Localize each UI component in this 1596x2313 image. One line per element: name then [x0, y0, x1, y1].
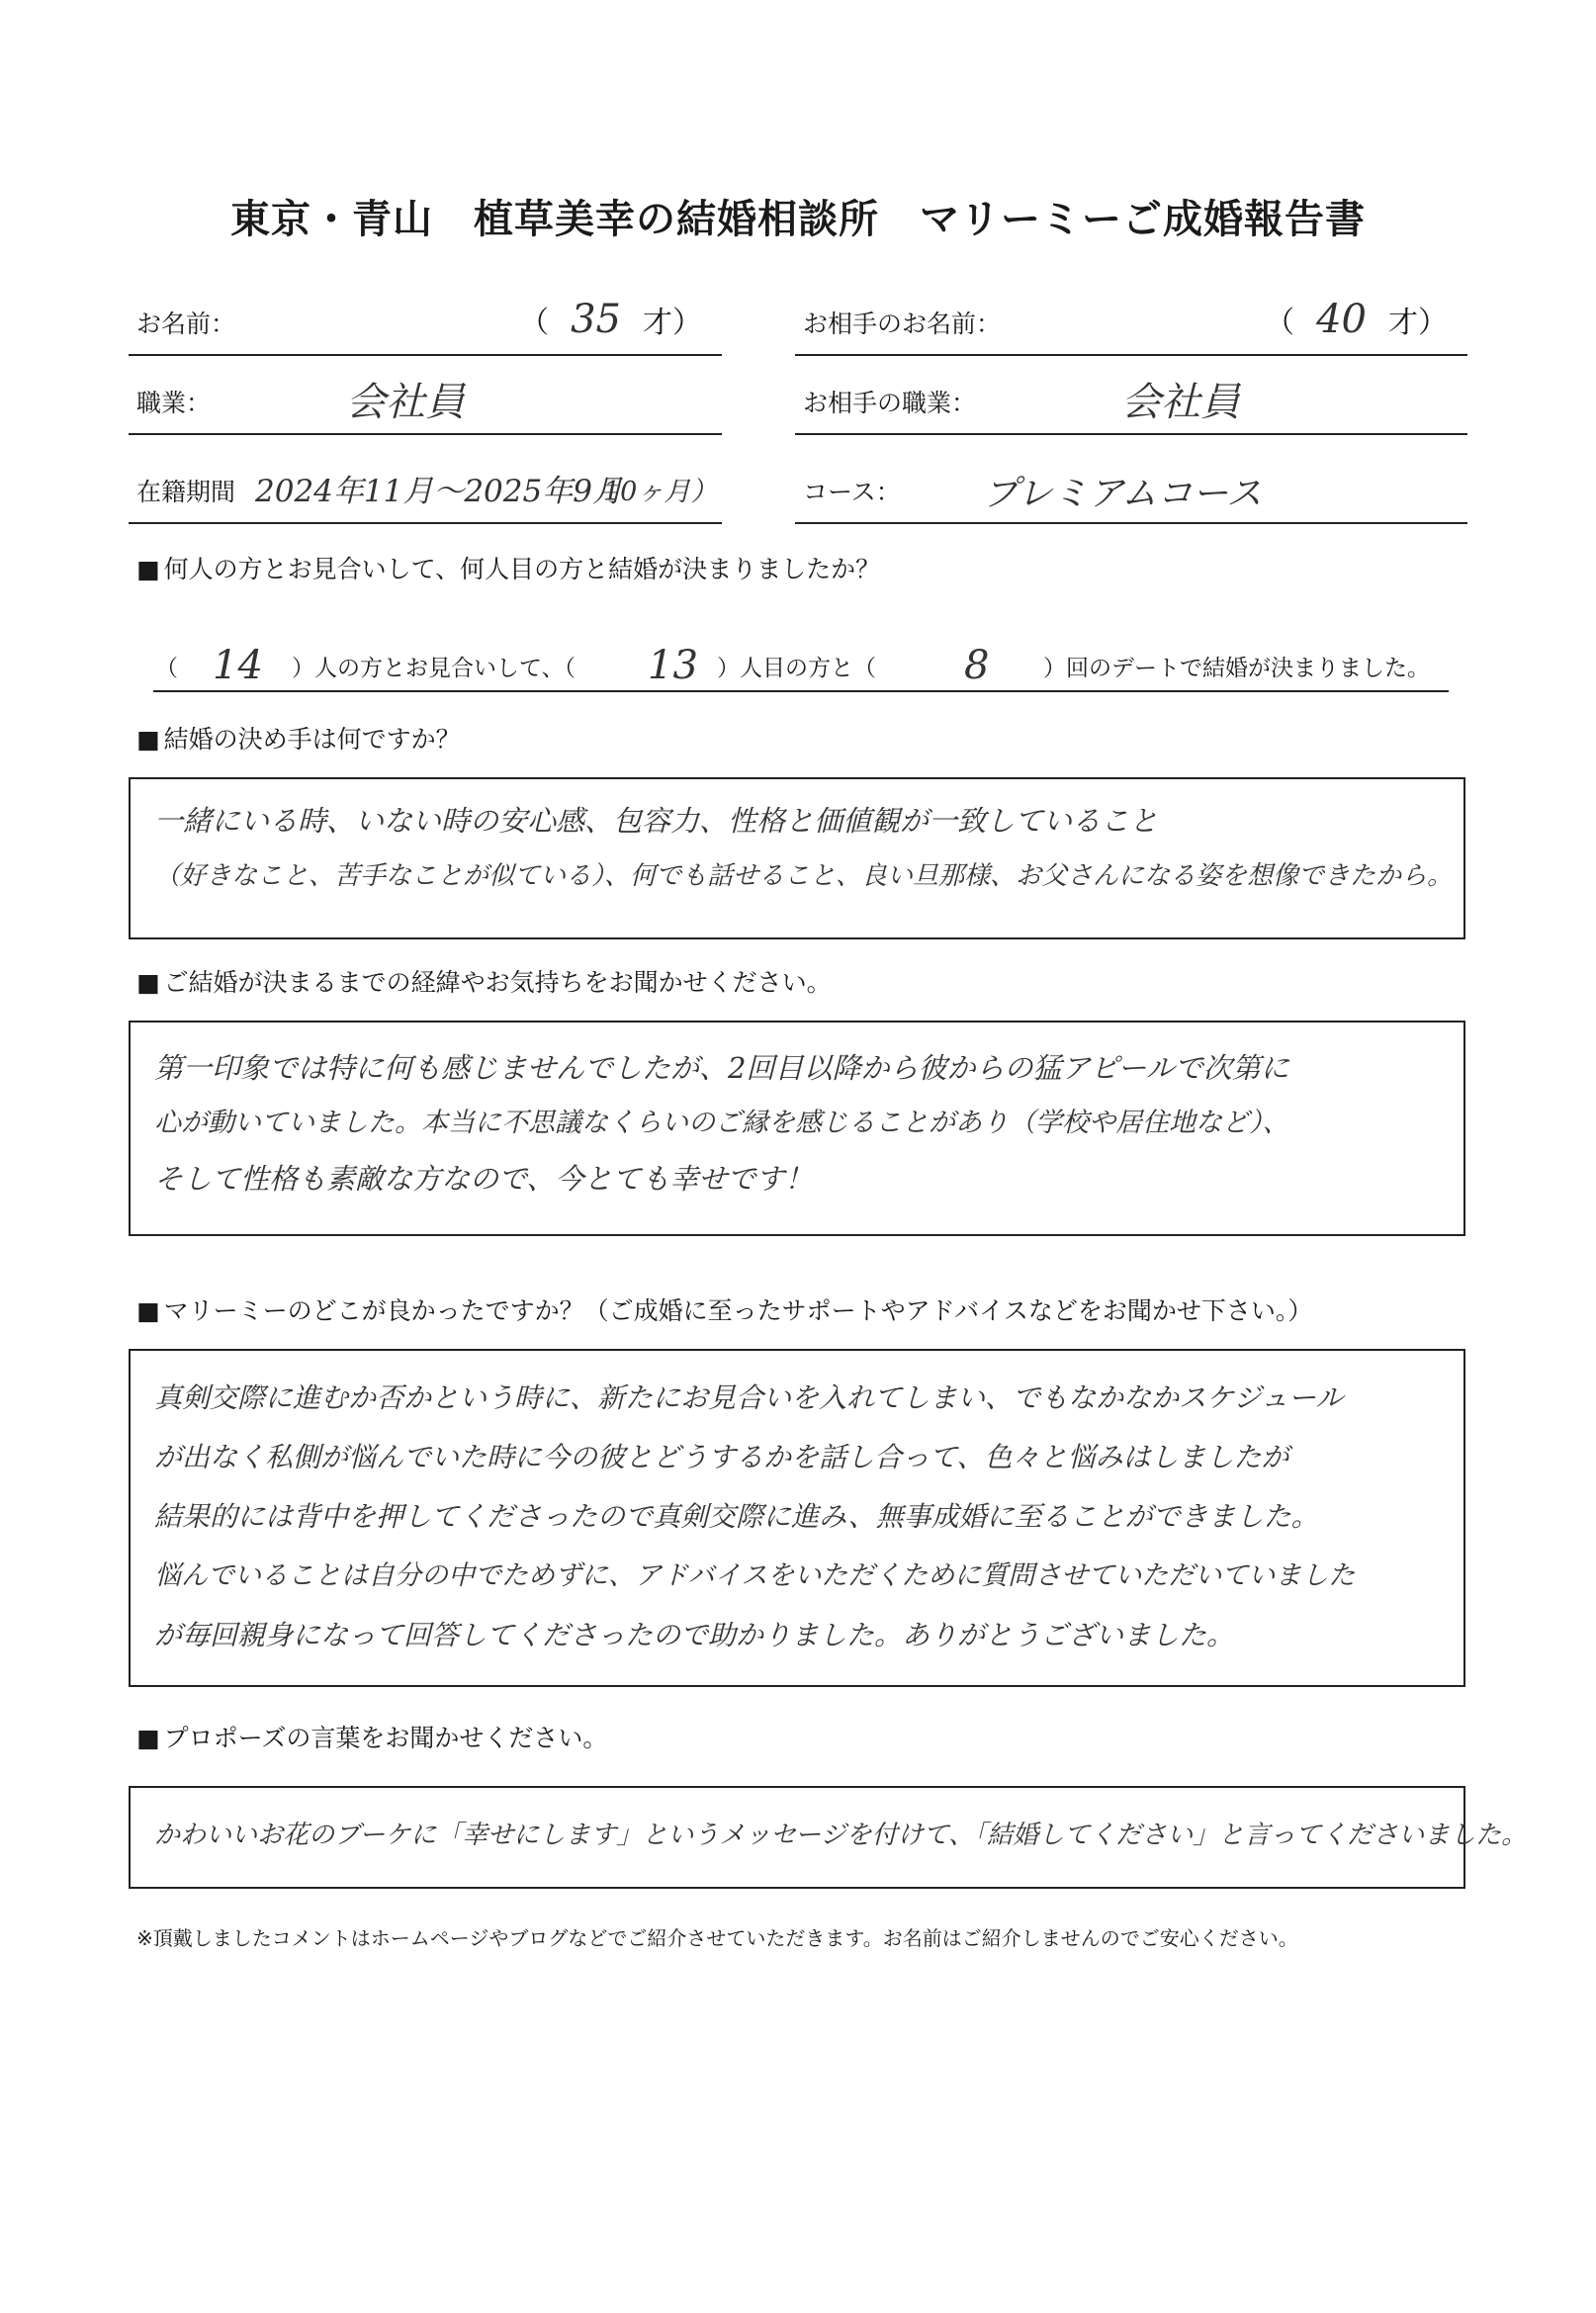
period-months: 10ヶ月）: [603, 477, 718, 507]
occupation-value: 会社員: [346, 380, 465, 425]
count-met-value: 14: [213, 643, 263, 688]
answer-box-2: [129, 777, 1465, 939]
partner-age-close: 才）: [1388, 306, 1448, 340]
bullet-square-icon: ■: [136, 725, 160, 754]
period-field: [129, 461, 722, 524]
bullet-square-icon: ■: [136, 1296, 160, 1325]
answer-3-line: そして性格も素敵な方なので、今とても幸せです！: [154, 1162, 814, 1196]
question-1: [136, 550, 880, 585]
count-which-value: 13: [648, 643, 698, 688]
name-label: お名前：: [136, 310, 236, 338]
answer-box-4: [129, 1349, 1465, 1687]
question-1-text: 何人の方とお見合いして、何人目の方と結婚が決まりましたか？: [163, 555, 881, 583]
course-label: コース：: [803, 478, 901, 506]
name-field: [129, 293, 722, 356]
footnote: ※頂戴しましたコメントはホームページやブログなどでご紹介させていただきます。お名前はご紹介しませんのでご安心ください。: [136, 1926, 1298, 1950]
period-value: 2024年11月～2025年9月: [255, 474, 623, 509]
partner-age-group: [1265, 297, 1448, 342]
question-3: [136, 963, 832, 999]
question-2: [136, 720, 461, 756]
age-close: 才）: [643, 306, 702, 340]
occupation-field: [129, 372, 722, 435]
partner-age-open-paren: （: [1265, 306, 1295, 340]
count-text-2: ）人目の方と（: [717, 656, 876, 681]
bullet-square-icon: ■: [136, 968, 160, 997]
form-title: 東京・青山 植草美幸の結婚相談所 マリーミーご成婚報告書: [230, 197, 1366, 242]
question-4-text: マリーミーのどこが良かったですか？（ご成婚に至ったサポートやアドバイスなどをお聞かせ下さい。）: [163, 1296, 1313, 1325]
answer-2-line: （好きなこと、苦手なことが似ている）、何でも話せること、良い旦那様、お父さんになる姿を想像できたから。: [154, 861, 1454, 891]
answer-4-line: が出なく私側が悩んでいた時に今の彼とどうするかを話し合って、色々と悩みはしましたが: [154, 1441, 1289, 1473]
answer-5-line: かわいいお花のブーケに「幸せにします」というメッセージを付けて、「結婚してください」と言ってくださいました。: [154, 1821, 1528, 1850]
question-2-text: 結婚の決め手は何ですか？: [163, 725, 461, 754]
question-5-text: プロポーズの言葉をお聞かせください。: [163, 1724, 608, 1752]
count-open-paren: （: [155, 656, 178, 681]
answer-box-5: [129, 1786, 1528, 1889]
answer-4-line: 真剣交際に進むか否かという時に、新たにお見合いを入れてしまい、でもなかなかスケジュール: [154, 1381, 1344, 1414]
course-field: [795, 461, 1467, 524]
answer-box-3: [129, 1021, 1465, 1236]
partner-name-label: お相手のお名前：: [803, 310, 1002, 338]
question-4: [136, 1291, 1312, 1327]
count-dates-value: 8: [964, 643, 990, 688]
course-value: プレミアムコース: [983, 474, 1263, 514]
age-group: [519, 297, 702, 342]
bullet-square-icon: ■: [136, 1724, 160, 1752]
partner-age-value: 40: [1316, 297, 1367, 342]
count-text-3: ）回のデートで結婚が決まりました。: [1043, 656, 1430, 681]
count-answer-line: [153, 643, 1449, 692]
answer-3-line: 第一印象では特に何も感じませんでしたが、2回目以降から彼からの猛アピールで次第に: [154, 1051, 1289, 1085]
question-3-text: ご結婚が決まるまでの経緯やお気持ちをお聞かせください。: [163, 968, 832, 997]
question-5: [136, 1719, 607, 1754]
bullet-square-icon: ■: [136, 555, 160, 583]
answer-2-line: 一緒にいる時、いない時の安心感、包容力、性格と価値観が一致していること: [154, 804, 1159, 838]
count-text-1: ）人の方とお見合いして、（: [292, 656, 576, 681]
period-label: 在籍期間: [136, 478, 236, 506]
partner-occupation-label: お相手の職業：: [803, 389, 977, 417]
answer-4-line: が毎回親身になって回答してくださったので助かりました。ありがとうございました。: [154, 1619, 1235, 1651]
age-value: 35: [571, 297, 621, 342]
partner-occupation-field: [795, 372, 1467, 435]
partner-occupation-value: 会社員: [1121, 380, 1240, 425]
age-open-paren: （: [519, 306, 550, 340]
answer-4-line: 結果的には背中を押してくださったので真剣交際に進み、無事成婚に至ることができました。: [154, 1500, 1319, 1533]
answer-3-line: 心が動いていました。本当に不思議なくらいのご縁を感じることがあり（学校や居住地など）、: [154, 1108, 1289, 1138]
partner-name-field: [795, 293, 1467, 356]
occupation-label: 職業：: [136, 389, 212, 417]
answer-4-line: 悩んでいることは自分の中でためずに、アドバイスをいただくために質問させていただいていました: [154, 1560, 1356, 1591]
